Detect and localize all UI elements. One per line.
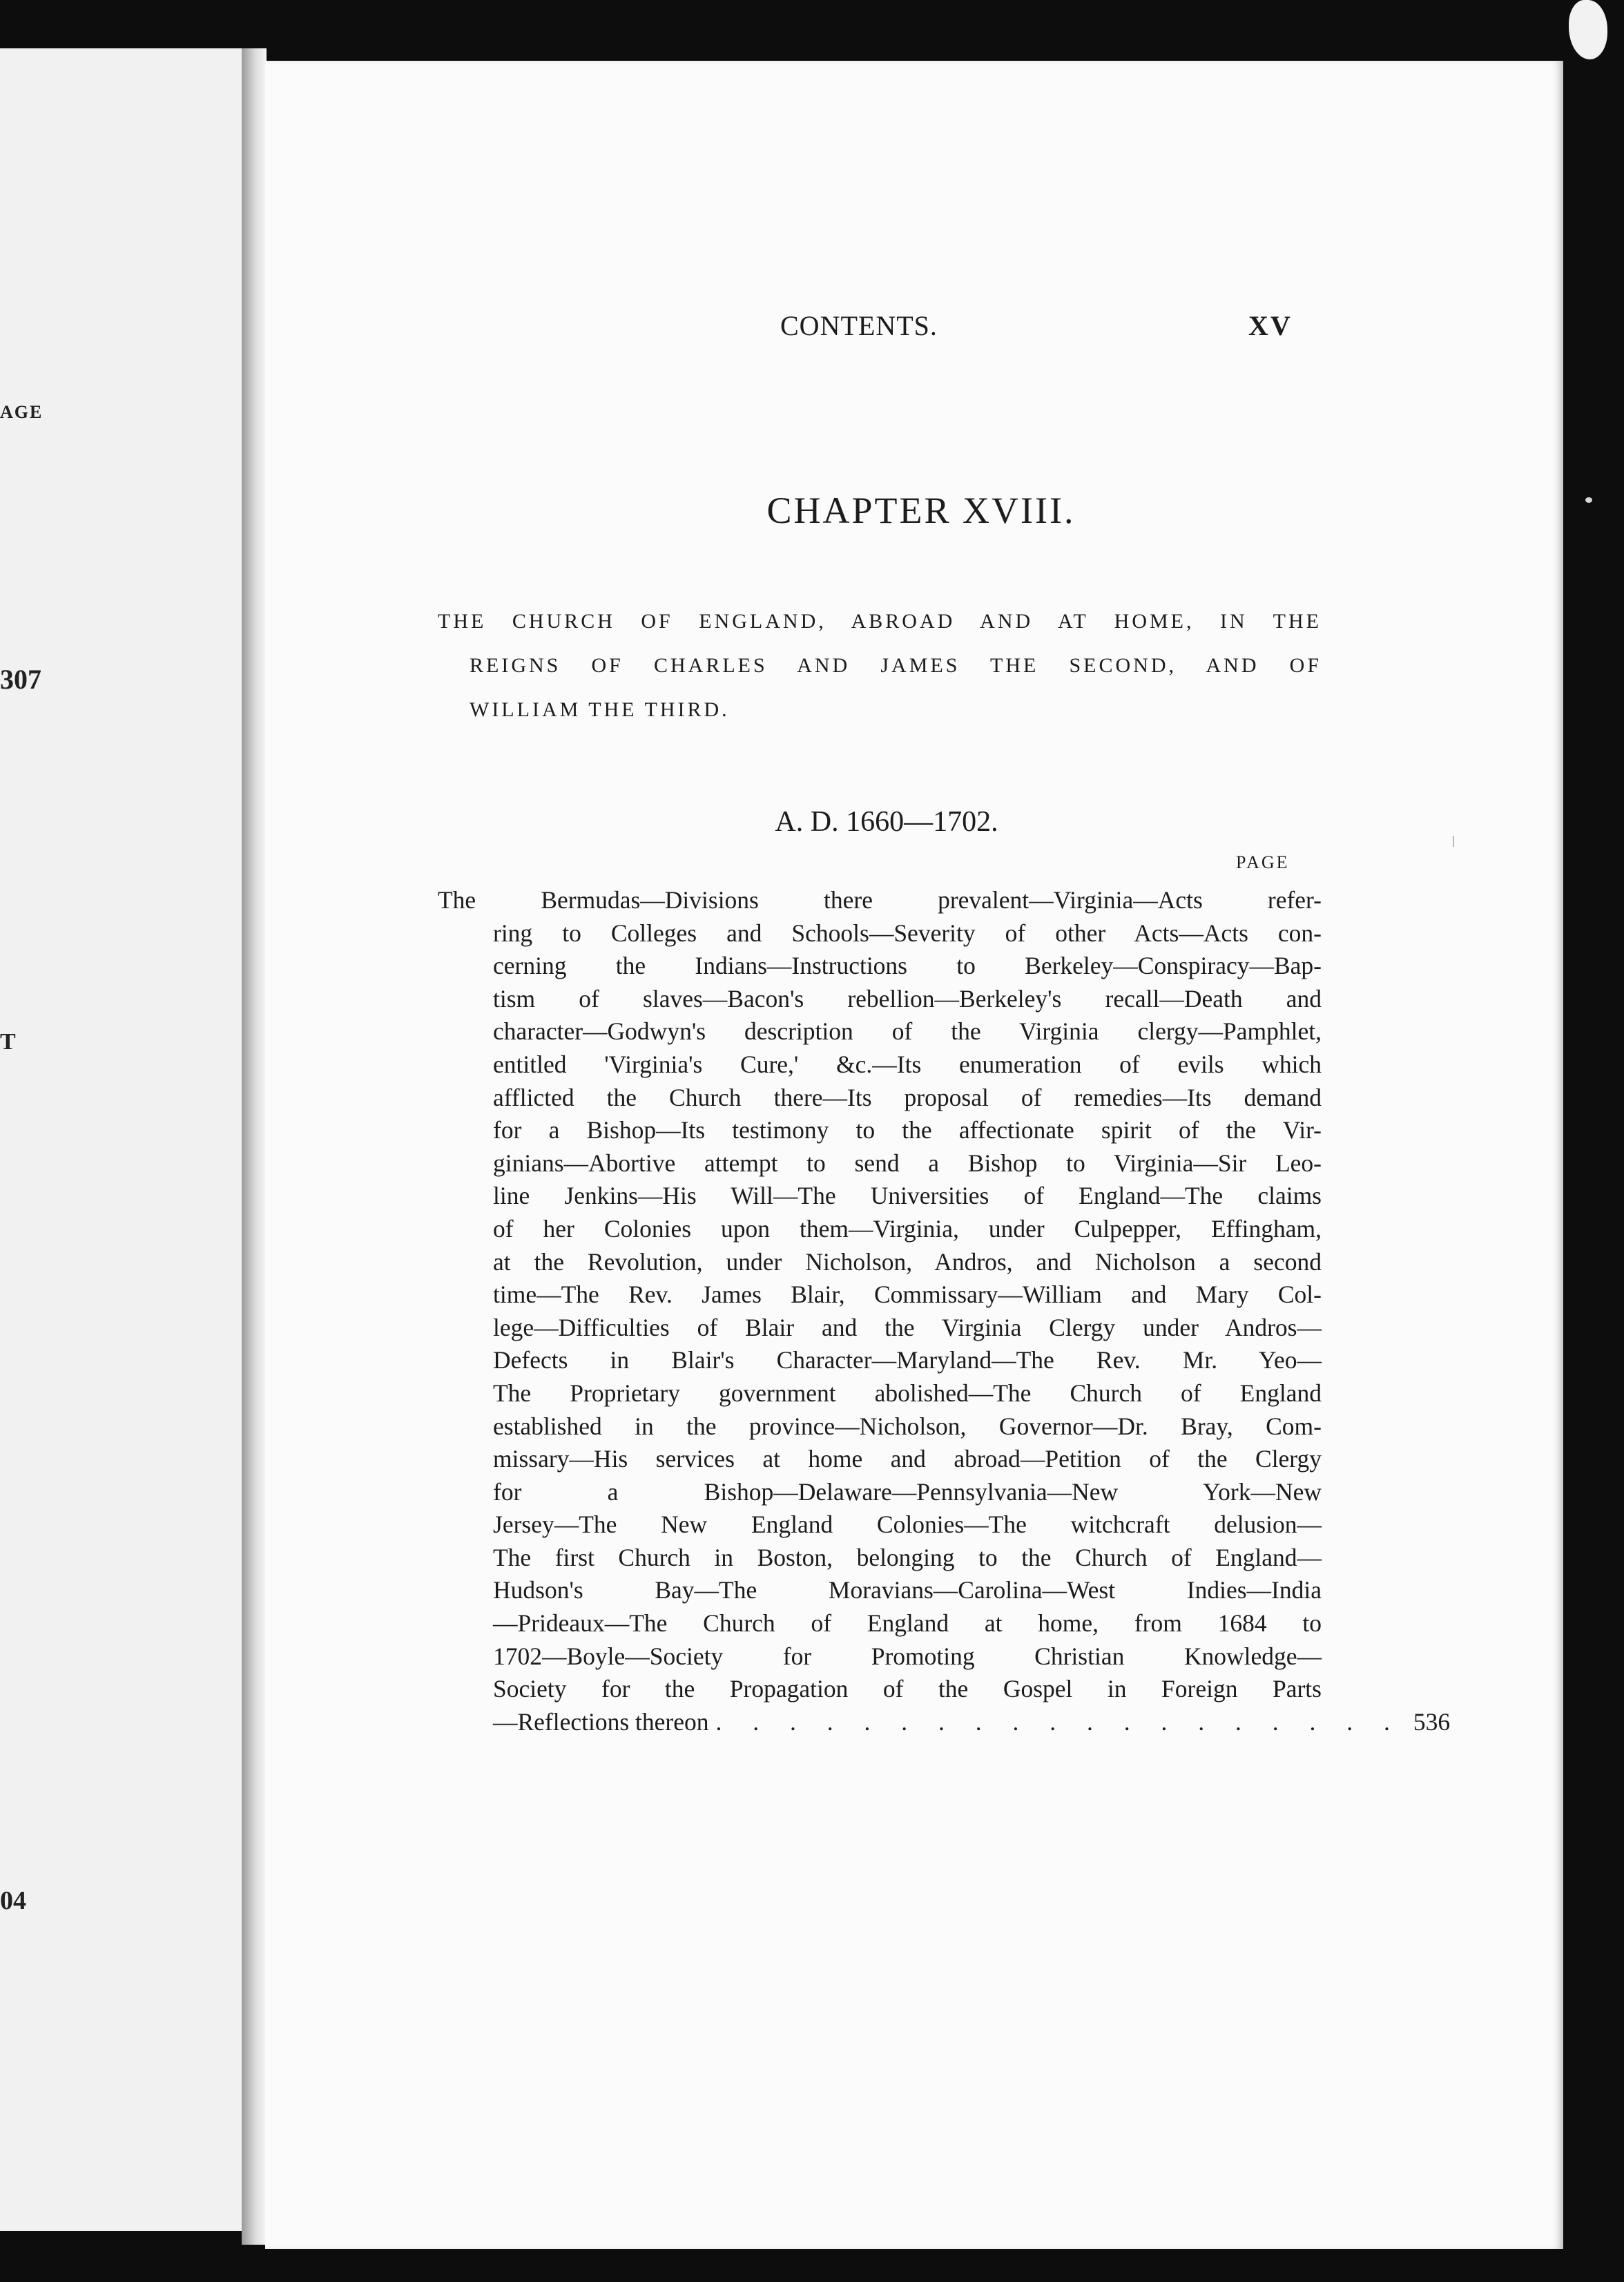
page-label-fragment: AGE [0,402,44,422]
scan-artifact-tick [1453,836,1454,847]
running-head-title: CONTENTS. [780,310,938,341]
letter-fragment: T [0,1029,16,1055]
book-gutter [242,48,267,2245]
summary-line: missary—His services at home and abroad—Petition of the Clergy [493,1445,1322,1473]
chapter-subtitle-line: REIGNS OF CHARLES AND JAMES THE SECOND, AND OF [470,654,1322,677]
contents-page [265,61,1563,2249]
previous-page-edge [0,48,246,2231]
dot-leader: . . . . . . . . . . . . . . . . . . . [715,1707,1402,1736]
summary-line: lege—Difficulties of Blair and the Virginia Clergy under Andros— [493,1313,1322,1341]
summary-line: ring to Colleges and Schools—Severity of other Acts—Acts con- [493,919,1322,947]
chapter-heading [265,489,1563,532]
summary-line: entitled 'Virginia's Cure,' &c.—Its enumeration of evils which [493,1050,1322,1078]
chapter-summary [438,884,1451,1738]
summary-line: Hudson's Bay—The Moravians—Carolina—West Indies—India [493,1576,1322,1604]
summary-page-number: 536 [1413,1707,1451,1736]
summary-line: tism of slaves—Bacon's rebellion—Berkeley's recall—Death and [493,984,1322,1013]
summary-line: of her Colonies upon them—Virginia, under Culpepper, Effingham, [493,1214,1322,1243]
running-head-page-number: XV [1248,310,1293,341]
summary-line: 1702—Boyle—Society for Promoting Christian Knowledge— [493,1642,1322,1670]
summary-line: The Bermudas—Divisions there prevalent—Virginia—Acts refer- [438,886,1322,914]
scan-artifact-spot [1569,0,1607,59]
summary-line: The Proprietary government abolished—The Church of England [493,1379,1322,1407]
summary-line: —Prideaux—The Church of England at home, from 1684 to [493,1609,1322,1638]
summary-line: The first Church in Boston, belonging to the Church of England— [493,1543,1322,1571]
summary-line: established in the province—Nicholson, Governor—Dr. Bray, Com- [493,1412,1322,1440]
chapter-subtitle-line: THE CHURCH OF ENGLAND, ABROAD AND AT HOME, IN THE [438,610,1322,633]
summary-line: afflicted the Church there—Its proposal of remedies—Its demand [493,1083,1322,1111]
page-number-fragment: 04 [0,1886,26,1915]
chapter-heading-text: CHAPTER XVIII. [766,490,1076,531]
chapter-subtitle [438,600,1322,732]
summary-line: Defects in Blair's Character—Maryland—The Rev. Mr. Yeo— [493,1346,1322,1374]
summary-final-text: —Reflections thereon [493,1707,709,1736]
summary-line: at the Revolution, under Nicholson, Andros, and Nicholson a second [493,1247,1322,1276]
summary-line: Society for the Propagation of the Gospel in Foreign Parts [493,1675,1322,1703]
date-range-text: A. D. 1660—1702. [775,806,998,838]
summary-line: for a Bishop—Its testimony to the affectionate spirit of the Vir- [493,1116,1322,1144]
summary-line: line Jenkins—His Will—The Universities of England—The claims [493,1182,1322,1210]
chapter-date-range [265,805,1563,838]
chapter-subtitle-line: WILLIAM THE THIRD. [470,698,730,721]
summary-line: cerning the Indians—Instructions to Berkeley—Conspiracy—Bap- [493,952,1322,980]
scan-artifact-dot [1585,497,1592,503]
page-number-fragment: 307 [0,664,41,695]
summary-final-line [438,1706,1451,1739]
summary-line: ginians—Abortive attempt to send a Bishop to Virginia—Sir Leo- [493,1149,1322,1177]
summary-line: for a Bishop—Delaware—Pennsylvania—New York—New [493,1477,1322,1506]
summary-line: character—Godwyn's description of the Virginia clergy—Pamphlet, [493,1017,1322,1046]
summary-line: Jersey—The New England Colonies—The witchcraft delusion— [493,1511,1322,1539]
page-column-label: PAGE [1236,852,1290,872]
summary-line: time—The Rev. James Blair, Commissary—William and Mary Col- [493,1281,1322,1309]
